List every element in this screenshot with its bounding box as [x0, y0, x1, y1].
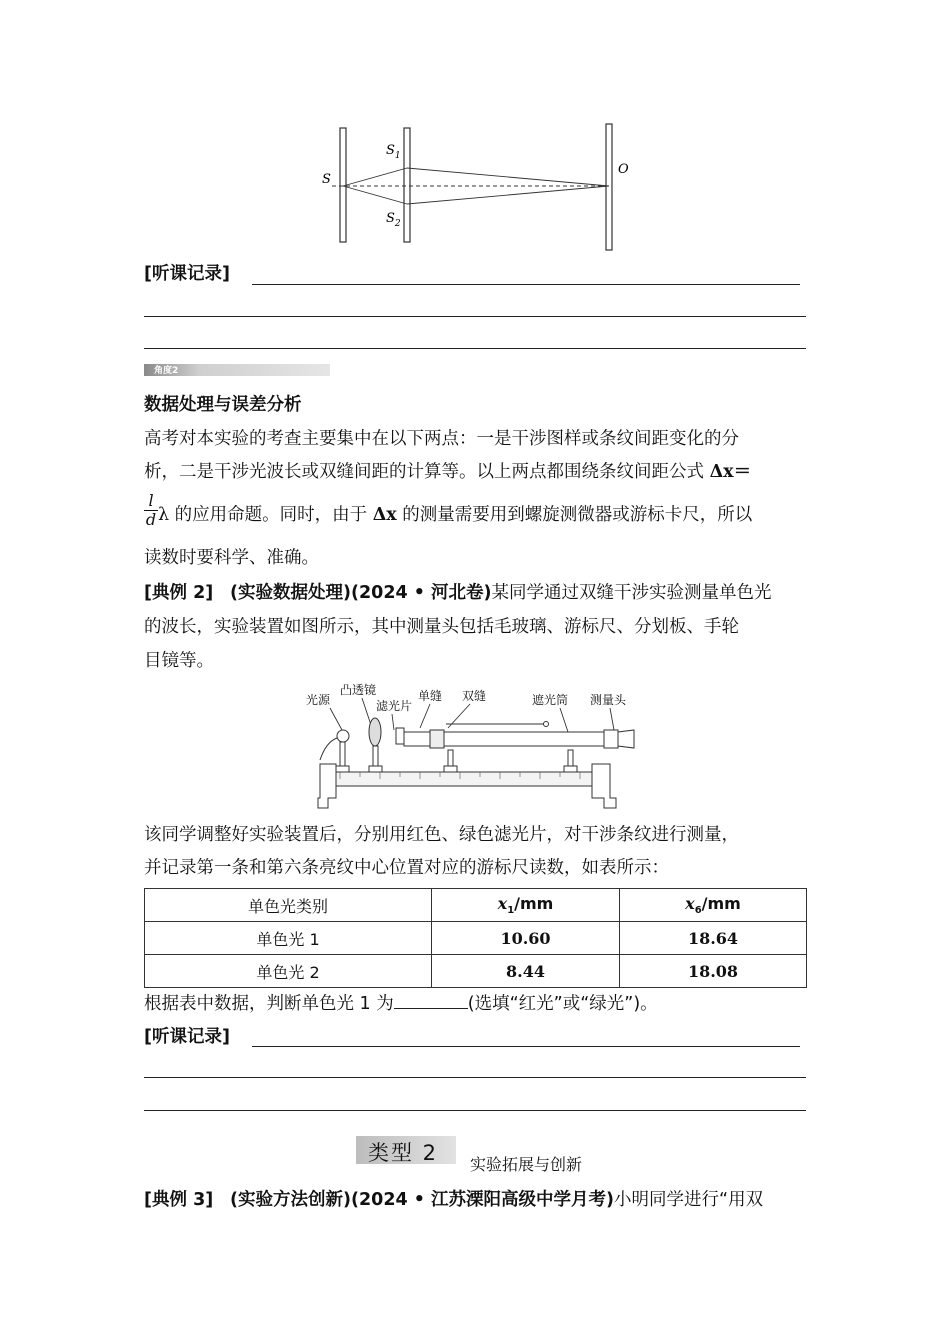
- label-s: S: [322, 172, 331, 187]
- intro-line-4: 读数时要科学、准确。: [144, 548, 319, 568]
- label-shade-tube: 遮光筒: [532, 693, 569, 707]
- data-table: [144, 888, 807, 988]
- example2-line-1: [典例 2] (实验数据处理)(2024 • 河北卷)某同学通过双缝干涉实验测量单色光: [144, 583, 772, 603]
- cell-x6: 18.64: [620, 922, 807, 955]
- notes-line[interactable]: [252, 1046, 800, 1047]
- label-light-source: 光源: [306, 693, 331, 707]
- notes-label: [听课记录]: [144, 1027, 230, 1047]
- notes-line[interactable]: [144, 1110, 806, 1111]
- question-line: 根据表中数据，判断单色光 1 为 (选填“红光”或“绿光”)。: [144, 994, 658, 1014]
- cell-x6: 18.08: [620, 955, 807, 988]
- angle-tag: [144, 364, 330, 376]
- angle-tag-label: 角度2: [154, 366, 179, 376]
- label-o: O: [618, 162, 629, 177]
- section-title: 数据处理与误差分析: [144, 395, 302, 415]
- cell-name: 单色光 1: [145, 922, 432, 955]
- example2-line-2: 的波长，实验装置如图所示，其中测量头包括毛玻璃、游标尺、分划板、手轮: [144, 617, 739, 637]
- notes-line[interactable]: [144, 1077, 806, 1078]
- type-badge: [356, 1136, 456, 1164]
- header-x1: $x_1/mm$: [432, 889, 620, 922]
- table-header-row: [145, 889, 807, 922]
- formula-fraction: $\frac{l}{d}$: [145, 491, 157, 529]
- label-filter: 滤光片: [376, 699, 413, 713]
- intro-line-3: λ 的应用命题。同时，由于 Δx 的测量需要用到螺旋测微器或游标卡尺，所以: [158, 505, 753, 525]
- double-slit-diagram: [310, 118, 640, 258]
- label-double-slit: 双缝: [462, 689, 487, 703]
- intro-line-1: 高考对本实验的考查主要集中在以下两点：一是干涉图样或条纹间距变化的分: [144, 429, 739, 449]
- notes-line[interactable]: [144, 316, 806, 317]
- label-measuring-head: 测量头: [590, 693, 627, 707]
- answer-blank[interactable]: [394, 992, 468, 1009]
- intro-line-2: 析，二是干涉光波长或双缝间距的计算等。以上两点都围绕条纹间距公式 Δx＝: [144, 462, 752, 482]
- example3-line-1: [典例 3] (实验方法创新)(2024 • 江苏溧阳高级中学月考)小明同学进行“用双: [144, 1190, 764, 1210]
- cell-x1: 10.60: [432, 922, 620, 955]
- label-convex-lens: 凸透镜: [340, 683, 377, 697]
- example2-line-3: 目镜等。: [144, 651, 214, 671]
- table-row: [145, 922, 807, 955]
- cell-name: 单色光 2: [145, 955, 432, 988]
- after-fig-line-2: 并记录第一条和第六条亮纹中心位置对应的游标尺读数，如表所示：: [144, 858, 669, 878]
- apparatus-diagram: [300, 680, 645, 812]
- type-badge-label: 类型 2: [368, 1141, 439, 1165]
- cell-x1: 8.44: [432, 955, 620, 988]
- header-x6: $x_6/mm$: [620, 889, 807, 922]
- table-row: [145, 955, 807, 988]
- label-s2: $S_2$: [386, 211, 401, 229]
- header-type: 单色光类别: [145, 889, 432, 922]
- notes-line[interactable]: [144, 348, 806, 349]
- label-s1: $S_1$: [386, 143, 401, 161]
- type-title: 实验拓展与创新: [470, 1155, 583, 1174]
- notes-label: [听课记录]: [144, 264, 230, 284]
- notes-line[interactable]: [252, 284, 800, 285]
- after-fig-line-1: 该同学调整好实验装置后，分别用红色、绿色滤光片，对干涉条纹进行测量，: [144, 825, 739, 845]
- label-single-slit: 单缝: [418, 689, 443, 703]
